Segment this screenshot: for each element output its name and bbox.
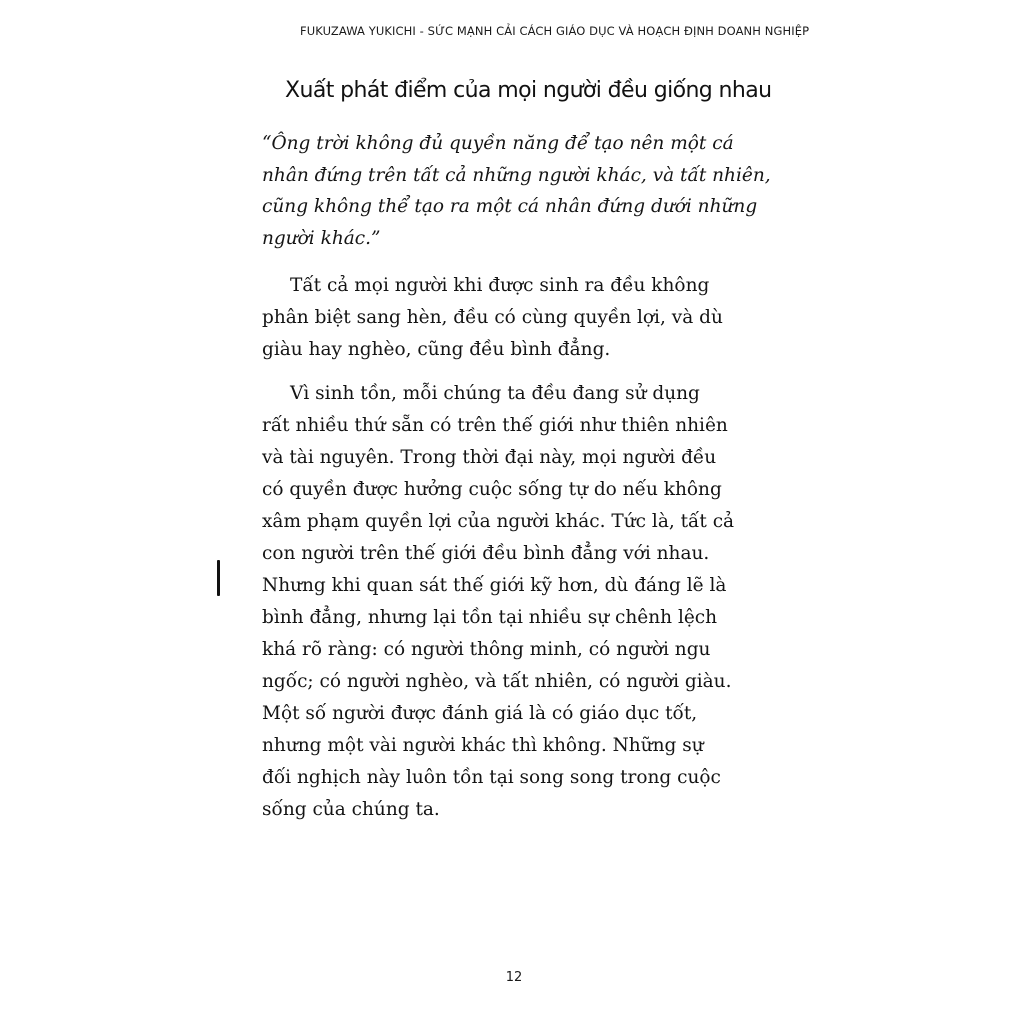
paragraph-line: khá rõ ràng: có người thông minh, có người ngu — [262, 639, 711, 660]
body-paragraph-2 — [262, 378, 782, 826]
paragraph-line: đối nghịch này luôn tồn tại song song trong cuộc — [262, 767, 721, 788]
paragraph-line: Vì sinh tồn, mỗi chúng ta đều đang sử dụng — [290, 383, 700, 404]
paragraph-line: rất nhiều thứ sẵn có trên thế giới như thiên nhiên — [262, 415, 728, 436]
epigraph-quote — [262, 128, 777, 254]
paragraph-line: giàu hay nghèo, cũng đều bình đẳng. — [262, 339, 611, 360]
paragraph-line: và tài nguyên. Trong thời đại này, mọi người đều — [262, 447, 717, 468]
running-header: FUKUZAWA YUKICHI - SỨC MẠNH CẢI CÁCH GIÁO DỤC VÀ HOẠCH ĐỊNH DOANH NGHIỆP — [300, 24, 810, 38]
paragraph-line: có quyền được hưởng cuộc sống tự do nếu không — [262, 479, 722, 500]
section-title: Xuất phát điểm của mọi người đều giống nhau — [285, 78, 772, 103]
paragraph-line: Nhưng khi quan sát thế giới kỹ hơn, dù đáng lẽ là — [262, 575, 727, 596]
body-paragraph-1 — [262, 270, 782, 366]
paragraph-line: bình đẳng, nhưng lại tồn tại nhiều sự chênh lệch — [262, 607, 718, 628]
quote-line: cũng không thể tạo ra một cá nhân đứng dưới những — [262, 196, 758, 217]
paragraph-line: Một số người được đánh giá là có giáo dục tốt, — [262, 703, 698, 724]
quote-line: “Ông trời không đủ quyền năng để tạo nên một cá — [262, 133, 734, 154]
quote-line: nhân đứng trên tất cả những người khác, và tất nhiên, — [262, 164, 771, 186]
paragraph-line: phân biệt sang hèn, đều có cùng quyền lợi, và dù — [262, 307, 723, 328]
paragraph-line: Tất cả mọi người khi được sinh ra đều không — [290, 275, 710, 296]
paragraph-line: con người trên thế giới đều bình đẳng với nhau. — [262, 543, 710, 564]
paragraph-line: sống của chúng ta. — [262, 799, 440, 820]
margin-mark — [217, 560, 220, 596]
quote-line: người khác.” — [262, 227, 381, 249]
page-number: 12 — [505, 970, 523, 985]
paragraph-line: xâm phạm quyền lợi của người khác. Tức là, tất cả — [262, 511, 735, 532]
paragraph-line: ngốc; có người nghèo, và tất nhiên, có người giàu. — [262, 671, 732, 692]
paragraph-line: nhưng một vài người khác thì không. Những sự — [262, 735, 704, 756]
